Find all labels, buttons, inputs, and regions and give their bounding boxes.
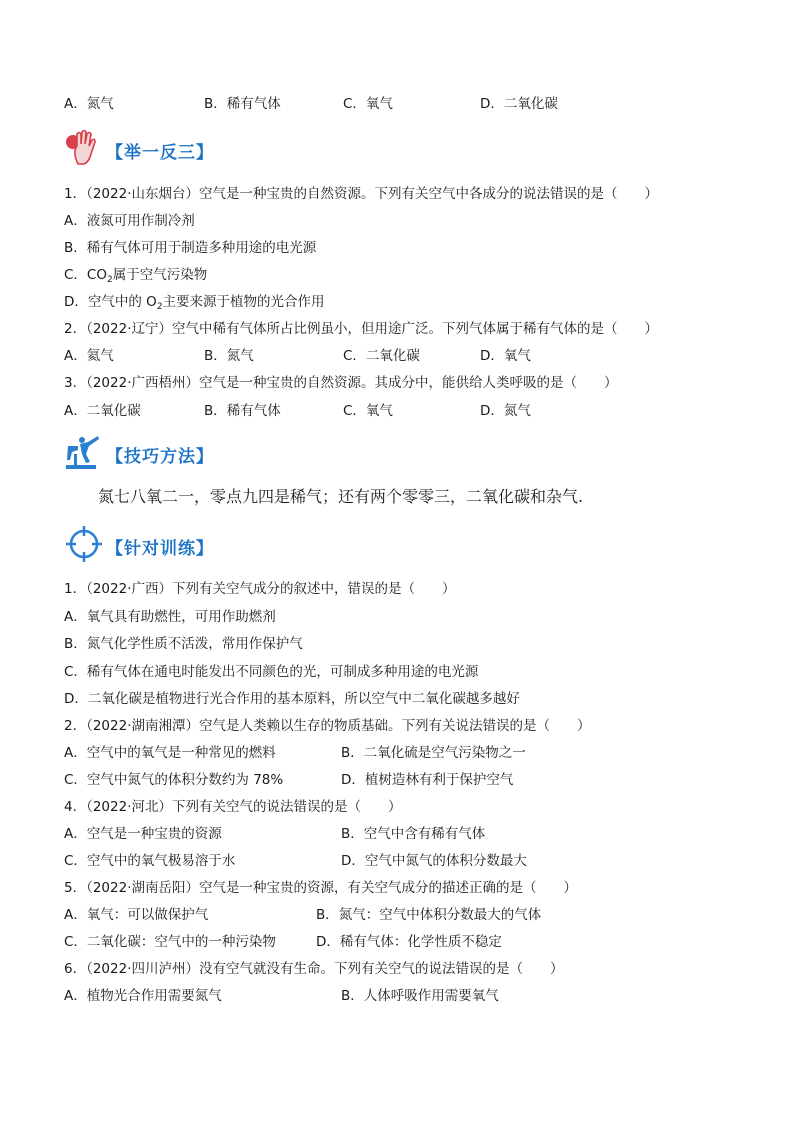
option-d: D．空气中氮气的体积分数最大 xyxy=(341,853,527,869)
question-stem: 2．（2022·湖南湘潭）空气是人类赖以生存的物质基础。下列有关说法错误的是（ ） xyxy=(64,718,591,734)
section-title: 【举一反三】 xyxy=(106,143,214,163)
option-c: C．空气中氮气的体积分数约为 78% xyxy=(64,772,284,788)
option-c: C．氧气 xyxy=(343,96,393,112)
option-d: D．二氧化碳 xyxy=(480,96,558,112)
question-stem: 5．（2022·湖南岳阳）空气是一种宝贵的资源，有关空气成分的描述正确的是（ ） xyxy=(64,880,577,896)
option-b: B．氮气：空气中体积分数最大的气体 xyxy=(316,907,542,923)
option-c xyxy=(64,265,207,290)
skill-figure-icon xyxy=(64,432,104,472)
option-b: B．二氧化硫是空气污染物之一 xyxy=(341,745,526,761)
mnemonic-text: 氮七八氧二一，零点九四是稀气；还有两个零零三，二氧化碳和杂气. xyxy=(98,487,584,506)
section-title: 【针对训练】 xyxy=(106,539,214,559)
section-title: 【技巧方法】 xyxy=(106,447,214,467)
option-a: A．氦气 xyxy=(64,348,114,364)
question-stem: 3．（2022·广西梧州）空气是一种宝贵的自然资源。其成分中，能供给人类呼吸的是（ ） xyxy=(64,375,618,391)
option-b: B．稀有气体可用于制造多种用途的电光源 xyxy=(64,240,317,256)
option-b: B．氮气化学性质不活泼，常用作保护气 xyxy=(64,636,303,652)
option-b: B．空气中含有稀有气体 xyxy=(341,826,486,842)
option-d-rest: 主要来源于植物的光合作用 xyxy=(162,294,325,310)
option-d: D．二氧化碳是植物进行光合作用的基本原料，所以空气中二氧化碳越多越好 xyxy=(64,691,520,707)
option-d: D．氧气 xyxy=(480,348,531,364)
option-b: B．氮气 xyxy=(204,348,254,364)
option-a: A．空气中的氧气是一种常见的燃料 xyxy=(64,745,276,761)
option-c-rest: 属于空气污染物 xyxy=(112,267,208,283)
option-d: D．植树造林有利于保护空气 xyxy=(341,772,514,788)
option-d: D．氮气 xyxy=(480,403,531,419)
subscript: 2 xyxy=(106,275,113,285)
option-d: D．稀有气体：化学性质不稳定 xyxy=(316,934,502,950)
option-a: A．氮气 xyxy=(64,96,114,112)
option-c-text: C．CO xyxy=(64,267,107,283)
option-c: C．空气中的氧气极易溶于水 xyxy=(64,853,236,869)
option-c: C．二氧化碳 xyxy=(343,348,420,364)
option-b: B．稀有气体 xyxy=(204,403,281,419)
option-c: C．稀有气体在通电时能发出不同颜色的光，可制成多种用途的电光源 xyxy=(64,664,479,680)
option-a: A．空气是一种宝贵的资源 xyxy=(64,826,222,842)
option-a: A．氧气：可以做保护气 xyxy=(64,907,209,923)
option-d-text: D．空气中的 O xyxy=(64,294,157,310)
question-stem: 4．（2022·河北）下列有关空气的说法错误的是（ ） xyxy=(64,799,402,815)
option-b: B．稀有气体 xyxy=(204,96,281,112)
target-icon xyxy=(64,524,104,564)
question-stem: 2．（2022·辽宁）空气中稀有气体所占比例虽小，但用途广泛。下列气体属于稀有气体的是（ ） xyxy=(64,321,658,337)
hand-icon xyxy=(64,128,104,168)
question-stem: 1．（2022·广西）下列有关空气成分的叙述中，错误的是（ ） xyxy=(64,581,456,597)
option-c: C．二氧化碳：空气中的一种污染物 xyxy=(64,934,276,950)
option-b: B．人体呼吸作用需要氧气 xyxy=(341,988,499,1004)
option-a: A．二氧化碳 xyxy=(64,403,141,419)
option-a: A．液氮可用作制冷剂 xyxy=(64,213,195,229)
option-a: A．植物光合作用需要氮气 xyxy=(64,988,222,1004)
option-a: A．氧气具有助燃性，可用作助燃剂 xyxy=(64,609,276,625)
question-stem: 1．（2022·山东烟台）空气是一种宝贵的自然资源。下列有关空气中各成分的说法错误的是（ ） xyxy=(64,186,658,202)
subscript: 2 xyxy=(156,302,163,312)
option-d xyxy=(64,292,325,317)
option-c: C．氧气 xyxy=(343,403,393,419)
question-stem: 6．（2022·四川泸州）没有空气就没有生命。下列有关空气的说法错误的是（ ） xyxy=(64,961,564,977)
